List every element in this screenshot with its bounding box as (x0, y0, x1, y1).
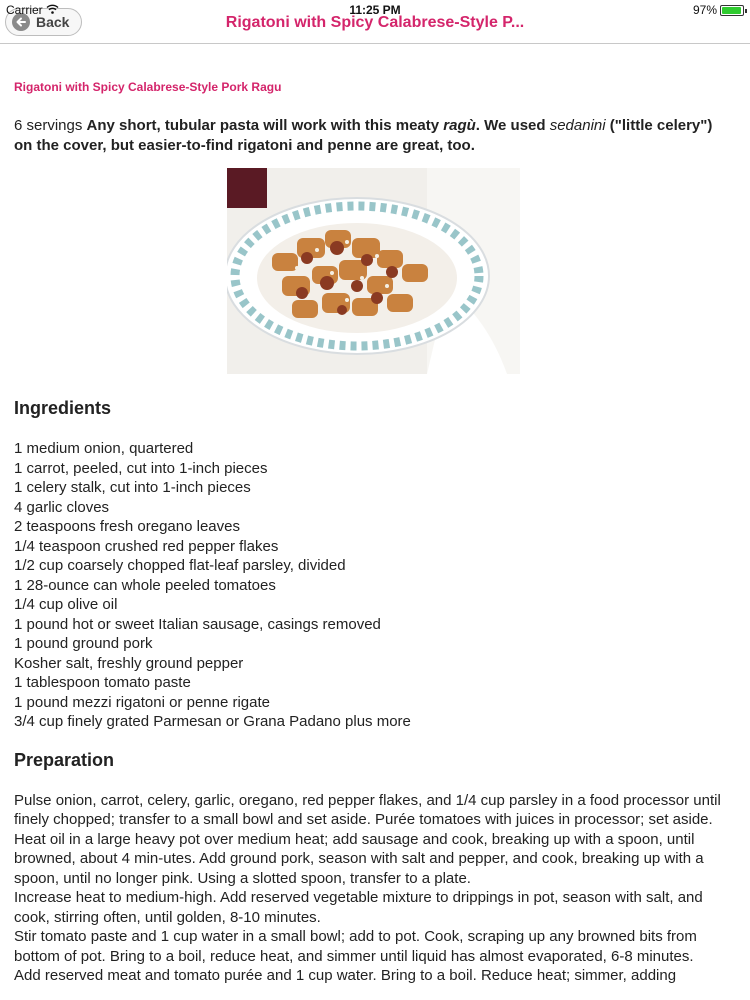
intro-ragu: ragù (443, 117, 476, 134)
battery-fill (722, 7, 741, 14)
intro-text-1: Any short, tubular pasta will work with this meaty (86, 117, 444, 134)
battery (693, 3, 744, 17)
ingredient-item: 3/4 cup finely grated Parmesan or Grana Padano plus more (14, 713, 411, 730)
back-label: Back (36, 14, 70, 30)
ingredient-item: 1 celery stalk, cut into 1-inch pieces (14, 479, 251, 496)
ingredient-item: 1/4 teaspoon crushed red pepper flakes (14, 537, 279, 555)
recipe-photo (227, 168, 520, 374)
battery-icon (720, 5, 744, 16)
status-time: 11:25 PM (349, 3, 401, 17)
ingredient-item: 1 carrot, peeled, cut into 1-inch pieces (14, 459, 268, 477)
ingredient-item: 1/2 cup coarsely chopped flat-leaf parsley, divided (14, 557, 346, 574)
ingredient-item: Kosher salt, freshly ground pepper (14, 654, 244, 672)
ingredient-list (14, 439, 734, 732)
preparation-step: Add reserved meat and tomato purée and 1 cup water. Bring to a boil. Reduce heat; simmer, adding (14, 967, 677, 984)
carrier-label: Carrier (6, 3, 43, 17)
servings: 6 servings (14, 117, 83, 134)
preparation-step: Pulse onion, carrot, celery, garlic, oregano, red pepper flakes, and 1/4 cup parsley in a food processor until finely chopped; transfer to a small bowl and set aside. Purée tomatoes with juices in processor; set aside. (14, 791, 721, 828)
ingredient-item: 4 garlic cloves (14, 498, 110, 516)
ingredient-item: 1/4 cup olive oil (14, 596, 118, 613)
ingredient-item: 1 pound ground pork (14, 635, 153, 652)
ingredient-item: 2 teaspoons fresh oregano leaves (14, 518, 240, 535)
ingredient-item: 1 medium onion, quartered (14, 440, 194, 457)
ingredient-item: 1 pound hot or sweet Italian sausage, casings removed (14, 615, 381, 633)
recipe-intro (14, 116, 734, 156)
ingredients-heading: Ingredients (14, 398, 112, 418)
preparation-step: Heat oil in a large heavy pot over medium heat; add sausage and cook, breaking up with a spoon, until browned, about 4 min-utes. Add ground pork, season with salt and pepper, and cook, breaking up with a spoon, until no longer pink. Using a slotted spoon, transfer to a plate. (14, 830, 704, 887)
ingredient-item: 1 tablespoon tomato paste (14, 674, 191, 691)
preparation-heading: Preparation (14, 749, 115, 770)
preparation-step: Stir tomato paste and 1 cup water in a small bowl; add to pot. Cook, scraping up any browned bits from bottom of pot. Bring to a boil, reduce heat, and simmer until liquid has almost evaporated, 6-8 minutes. (14, 928, 697, 965)
intro-text-2: . We used (475, 117, 550, 134)
intro-text-3: ("little celery") on the cover, but easier-to-find rigatoni and penne are great, too. (14, 117, 713, 154)
battery-percent: 97% (692, 3, 717, 17)
status-bar (0, 0, 750, 20)
recipe-content (14, 80, 734, 986)
preparation-steps (14, 791, 734, 986)
intro-sedanini: sedanini (549, 117, 606, 134)
preparation-step: Increase heat to medium-high. Add reserved vegetable mixture to drippings in pot, season with salt, and cook, stirring often, until golden, 8-10 minutes. (14, 889, 703, 926)
ingredient-item: 1 pound mezzi rigatoni or penne rigate (14, 693, 270, 711)
nav-title: Rigatoni with Spicy Calabrese-Style P... (225, 14, 525, 31)
recipe-title: Rigatoni with Spicy Calabrese-Style Pork Ragu (14, 80, 282, 94)
ingredient-item: 1 28-ounce can whole peeled tomatoes (14, 576, 276, 594)
